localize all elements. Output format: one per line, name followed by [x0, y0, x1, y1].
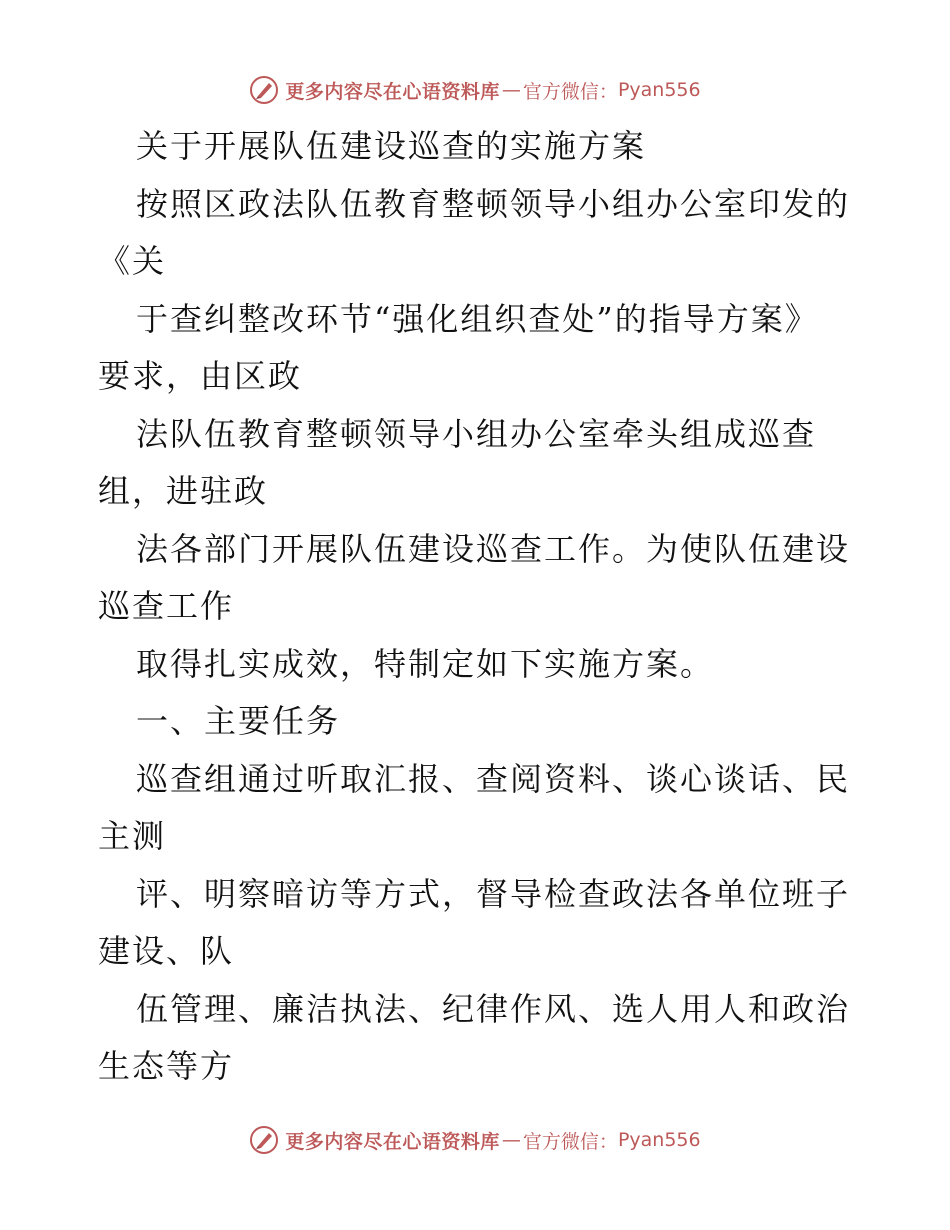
document-line: 巡查组通过听取汇报、查阅资料、谈心谈话、民 — [136, 759, 851, 798]
document-line: 伍管理、廉洁执法、纪律作风、选人用人和政治 — [136, 989, 851, 1028]
watermark-wechat-id: Pyan556 — [617, 79, 701, 101]
watermark-contact-label: 官方微信： — [522, 80, 618, 103]
watermark-title: 更多内容尽在心语资料库 — [285, 1130, 500, 1153]
document-line: 建设、队 — [98, 932, 235, 970]
document-line: 生态等方 — [98, 1047, 235, 1085]
document-line: 评、明察暗访等方式，督导检查政法各单位班子 — [136, 874, 851, 913]
document-line: 取得扎实成效，特制定如下实施方案。 — [136, 644, 715, 683]
document-line: 于查纠整改环节“强化组织查处”的指导方案》 — [136, 299, 819, 338]
document-line: 组，进驻政 — [98, 472, 269, 510]
document-line: 《关 — [98, 242, 167, 280]
document-line: 关于开展队伍建设巡查的实施方案 — [136, 127, 647, 165]
document-line: 法各部门开展队伍建设巡查工作。为使队伍建设 — [136, 529, 851, 568]
quill-pen-seal-icon — [249, 1125, 279, 1155]
document-line: 要求，由区政 — [98, 357, 303, 395]
watermark-contact-label: 官方微信： — [522, 1130, 618, 1153]
watermark-title: 更多内容尽在心语资料库 — [285, 80, 500, 103]
document-line: 法队伍教育整顿领导小组办公室牵头组成巡查 — [136, 414, 817, 453]
watermark-dash: — — [501, 1129, 521, 1151]
header-watermark — [0, 70, 950, 110]
document-line: 按照区政法队伍教育整顿领导小组办公室印发的 — [136, 184, 851, 223]
quill-pen-seal-icon — [249, 75, 279, 105]
watermark-wechat-id: Pyan556 — [617, 1129, 701, 1151]
document-line: 一、主要任务 — [136, 702, 341, 740]
watermark-dash: — — [501, 79, 521, 101]
document-body — [98, 118, 858, 1096]
footer-watermark — [0, 1120, 950, 1160]
document-line: 巡查工作 — [98, 587, 235, 625]
document-line: 主测 — [98, 817, 167, 855]
